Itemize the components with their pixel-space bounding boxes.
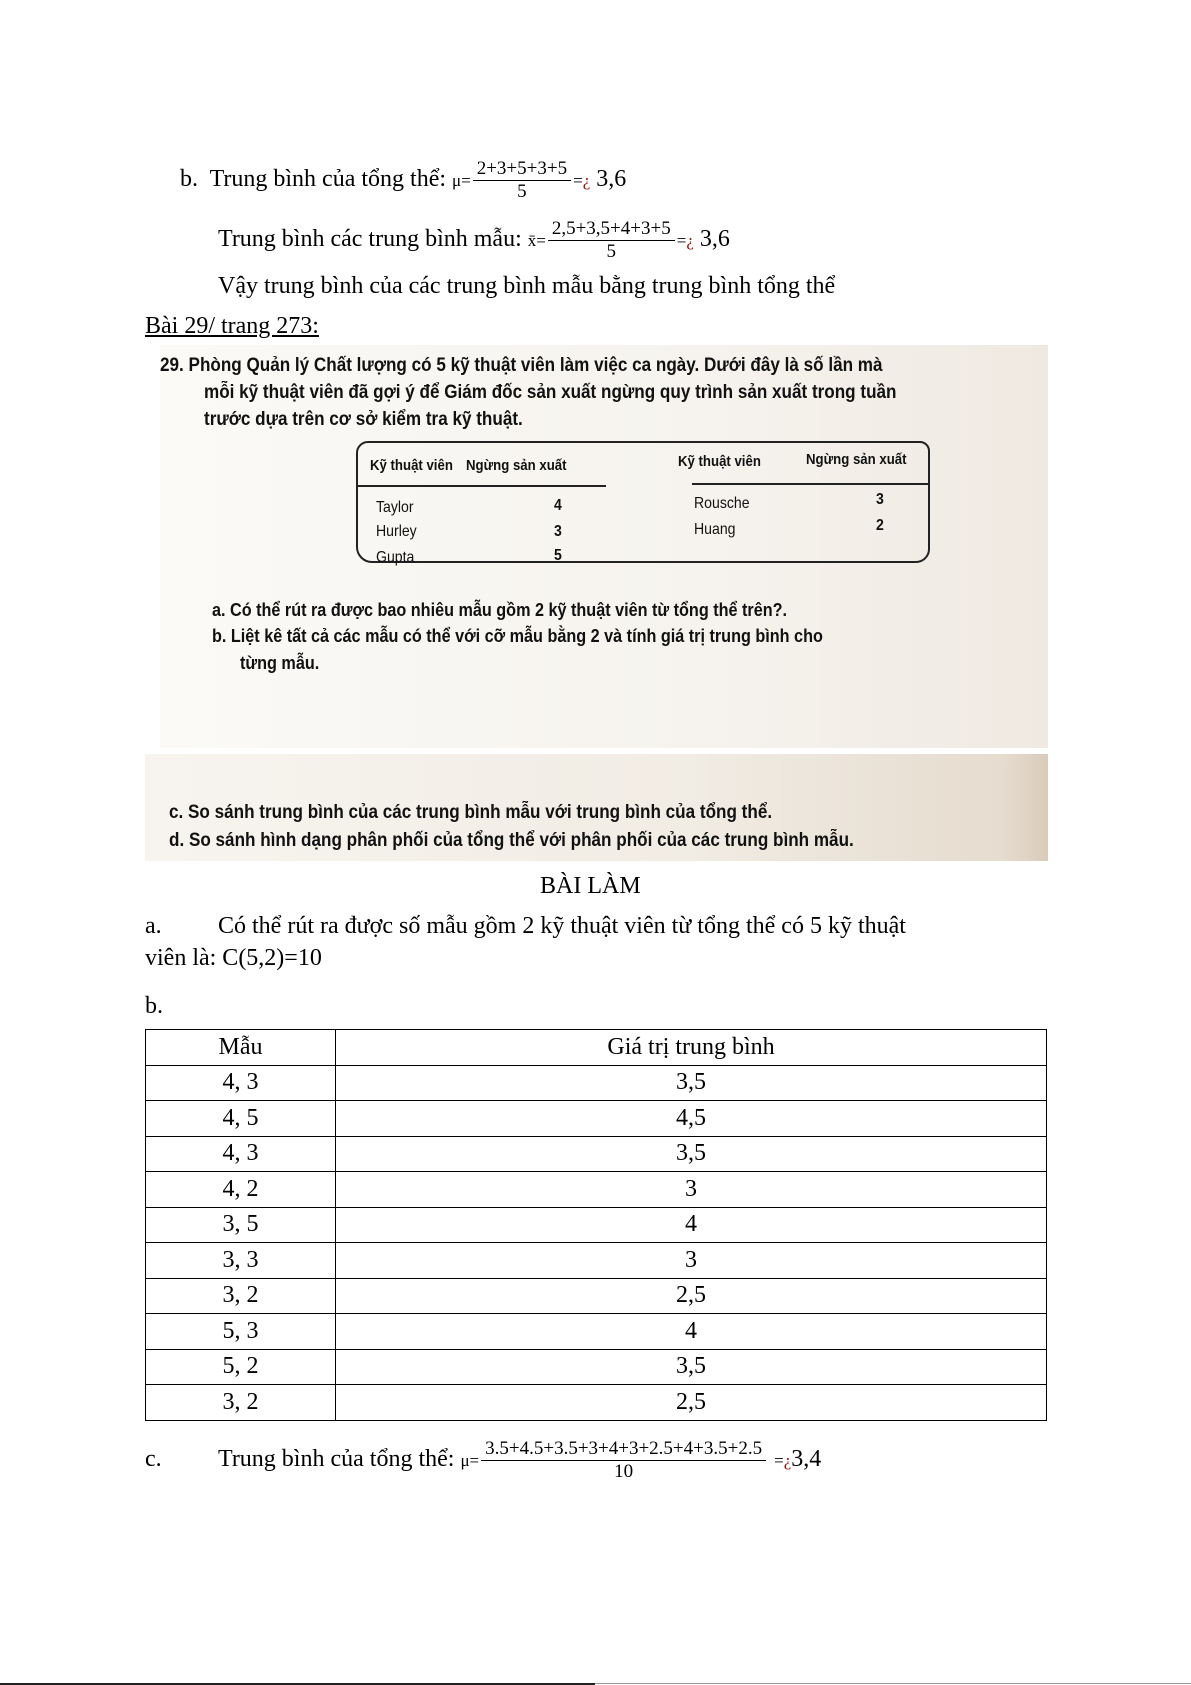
mean-cell: 4 (336, 1314, 1047, 1350)
header-rule-right (692, 483, 928, 485)
question-c: c. So sánh trung bình của các trung bình mẫu với trung bình của tổng thể. (169, 802, 773, 823)
sample-cell: 3, 5 (146, 1207, 336, 1243)
header-stops-2: Ngừng sản xuất (806, 451, 907, 468)
answer-c-value: 3,4 (791, 1446, 822, 1473)
mean-cell: 2,5 (336, 1385, 1047, 1421)
sample-cell: 3, 2 (146, 1385, 336, 1421)
header-technician: Kỹ thuật viên (370, 457, 453, 474)
pop-mean-label: Trung bình của tổng thể: (209, 166, 447, 193)
table-row (146, 1243, 1047, 1279)
table-row (146, 1207, 1047, 1243)
sample-cell: 5, 2 (146, 1349, 336, 1385)
answer-a-label: a. (145, 913, 162, 939)
mean-cell: 3 (336, 1243, 1047, 1279)
header-mean-value: Giá trị trung bình (336, 1030, 1047, 1066)
sample-cell: 4, 2 (146, 1172, 336, 1208)
mean-cell: 2,5 (336, 1278, 1047, 1314)
table-row (146, 1349, 1047, 1385)
answer-c-label: c. (145, 1446, 162, 1472)
sample-cell: 4, 3 (146, 1065, 336, 1101)
denominator: 10 (614, 1461, 634, 1482)
mean-cell: 3,5 (336, 1349, 1047, 1385)
stop-count: 3 (554, 523, 562, 540)
exercise-heading: Bài 29/ trang 273: (145, 313, 319, 339)
sample-cell: 3, 3 (146, 1243, 336, 1279)
technician-name: Huang (694, 521, 736, 538)
table-row (146, 1172, 1047, 1208)
technician-name: Gupta (376, 549, 415, 566)
broken-glyph: ¿ (582, 171, 591, 191)
sample-mean-value: 3,6 (699, 226, 730, 253)
mu-symbol: μ= (452, 171, 471, 191)
answer-a-line-1: Có thể rút ra được số mẫu gồm 2 kỹ thuật viên từ tổng thể có 5 kỹ thuật (218, 913, 906, 939)
data-table-box (356, 441, 930, 566)
sample-cell: 4, 5 (146, 1101, 336, 1137)
mean-cell: 4 (336, 1207, 1047, 1243)
sample-means-table (145, 1029, 1047, 1421)
header-stops: Ngừng sản xuất (466, 457, 567, 474)
question-d: d. So sánh hình dạng phân phối của tổng thể với phân phối của các trung bình mẫu. (169, 830, 854, 851)
problem-line-2: mỗi kỹ thuật viên đã gợi ý để Giám đốc sản xuất ngừng quy trình sản xuất trong tuần (204, 382, 897, 403)
table-row (146, 1314, 1047, 1350)
problem-text: Phòng Quản lý Chất lượng có 5 kỹ thuật viên làm việc ca ngày. Dưới đây là số lần mà (188, 355, 883, 376)
table-row (146, 1278, 1047, 1314)
table-row (146, 1065, 1047, 1101)
numerator: 2,5+3,5+4+3+5 (548, 218, 675, 241)
equals: = (676, 231, 687, 251)
answer-b-label: b. (145, 993, 163, 1019)
pop-mean-value: 3,6 (596, 166, 627, 193)
equals: = (573, 171, 583, 191)
answer-c-text: Trung bình của tổng thể: (218, 1446, 455, 1473)
mean-cell: 4,5 (336, 1101, 1047, 1137)
xbar-symbol: x̄= (527, 231, 546, 251)
table-row (146, 1385, 1047, 1421)
technician-name: Taylor (376, 499, 414, 516)
stop-count: 3 (876, 491, 884, 508)
answer-c-fraction (481, 1438, 766, 1483)
footer-rule-light (595, 1683, 1191, 1684)
problem-number: 29. (160, 355, 184, 376)
mean-cell: 3 (336, 1172, 1047, 1208)
stop-count: 4 (554, 497, 562, 514)
header-rule-left (358, 485, 606, 487)
table-row (146, 1136, 1047, 1172)
pop-mean-line (180, 158, 626, 203)
scanned-problem-image (160, 345, 1048, 748)
header-sample: Mẫu (146, 1030, 336, 1066)
header-technician-2: Kỹ thuật viên (678, 453, 761, 470)
question-a: a. Có thể rút ra được bao nhiêu mẫu gồm 2 kỹ thuật viên từ tổng thể trên?. (212, 600, 788, 620)
problem-line-3: trước dựa trên cơ sở kiểm tra kỹ thuật. (204, 409, 523, 430)
item-label: b. (180, 166, 198, 193)
numerator: 3.5+4.5+3.5+3+4+3+2.5+4+3.5+2.5 (481, 1438, 766, 1461)
sample-mean-line (218, 218, 730, 263)
sample-mean-fraction (548, 218, 675, 263)
pop-mean-fraction (473, 158, 571, 203)
scanned-questions-image (145, 754, 1048, 861)
technician-name: Hurley (376, 523, 417, 540)
stop-count: 5 (554, 547, 562, 564)
technician-name: Rousche (694, 495, 750, 512)
broken-glyph: ¿ (783, 1451, 792, 1471)
numerator: 2+3+5+3+5 (473, 158, 571, 181)
mean-cell: 3,5 (336, 1136, 1047, 1172)
problem-line-1 (160, 355, 883, 377)
equals: = (774, 1451, 784, 1471)
question-b-cont: từng mẫu. (240, 653, 320, 673)
answer-a-line-2: viên là: C(5,2)=10 (145, 945, 322, 971)
mu-symbol: μ= (460, 1451, 480, 1471)
sample-cell: 3, 2 (146, 1278, 336, 1314)
table-row (146, 1101, 1047, 1137)
denominator: 5 (606, 241, 617, 262)
sample-cell: 4, 3 (146, 1136, 336, 1172)
solution-title: BÀI LÀM (540, 873, 641, 899)
denominator: 5 (517, 181, 527, 202)
sample-cell: 5, 3 (146, 1314, 336, 1350)
conclusion-text: Vậy trung bình của các trung bình mẫu bằng trung bình tổng thể (218, 273, 836, 299)
stop-count: 2 (876, 517, 884, 534)
table-header-row (146, 1030, 1047, 1066)
question-b: b. Liệt kê tất cả các mẫu có thể với cỡ mẫu bằng 2 và tính giá trị trung bình cho (212, 626, 823, 646)
sample-mean-label: Trung bình các trung bình mẫu: (218, 226, 522, 253)
answer-c-line (218, 1438, 821, 1483)
broken-glyph: ¿ (686, 231, 694, 251)
mean-cell: 3,5 (336, 1065, 1047, 1101)
